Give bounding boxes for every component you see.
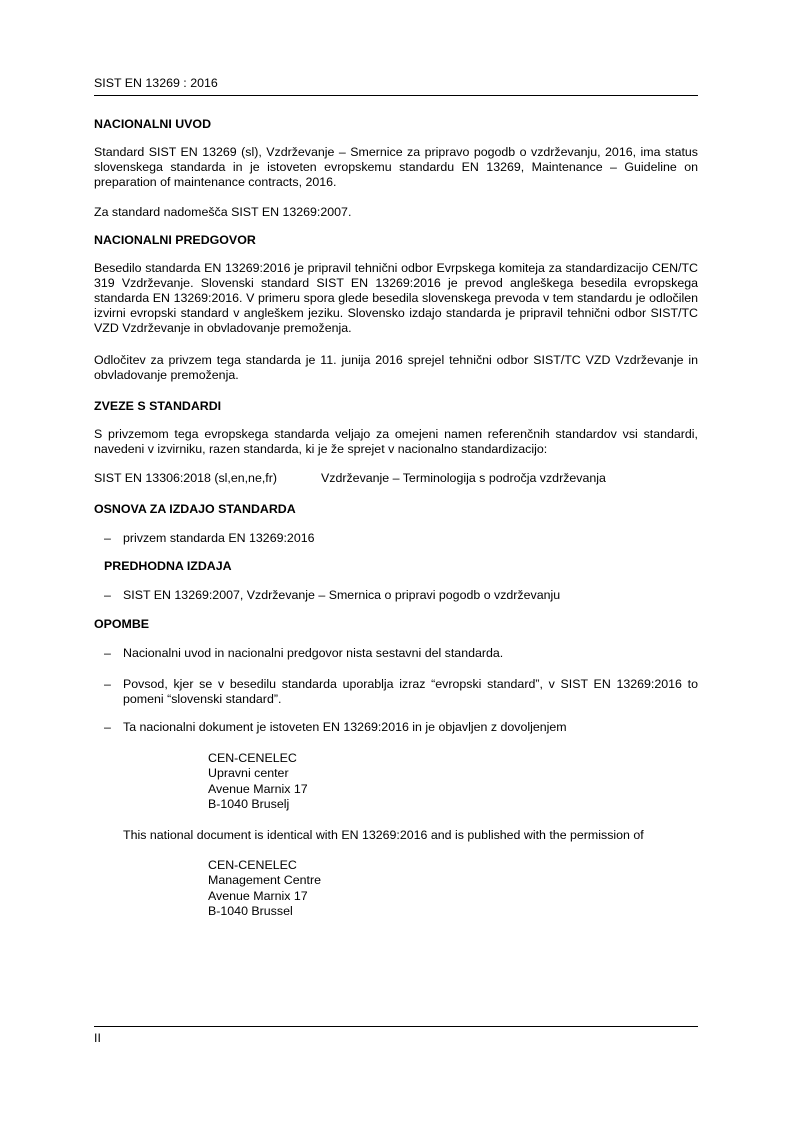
heading-zveze-s-standardi: ZVEZE S STANDARDI: [94, 399, 222, 413]
heading-nacionalni-uvod: NACIONALNI UVOD: [94, 117, 212, 131]
heading-opombe: OPOMBE: [94, 617, 150, 631]
page-header: [94, 76, 698, 96]
heading-osnova: OSNOVA ZA IZDAJO STANDARDA: [94, 502, 296, 516]
osnova-item: privzem standarda EN 13269:2016: [123, 531, 315, 545]
list-dash: –: [104, 646, 111, 660]
address-line: Avenue Marnix 17: [208, 888, 308, 903]
page-number: II: [94, 1031, 101, 1045]
predgovor-paragraph-1: Besedilo standarda EN 13269:2016 je pripravil tehnični odbor Evrpskega komiteja za standardizacijo CEN/TC 319 Vzdrževanje. Slovenski standard SIST EN 13269:2016 je prevod angleškega besedila evropskega standarda EN 13269:2016. V primeru spora glede besedila slovenskega prevoda v tem standardu je odločilen izvirni evropski standard v angleškem jeziku. Slovensko izdajo standarda je pripravil tehnični odbor SIST/TC VZD Vzdrževanje in obvladovanje premoženja.: [94, 261, 698, 335]
predhodna-item: SIST EN 13269:2007, Vzdrževanje – Smernica o pripravi pogodb o vzdrževanju: [123, 588, 561, 602]
list-dash: –: [104, 720, 111, 734]
uvod-paragraph-2: Za standard nadomešča SIST EN 13269:2007.: [94, 205, 352, 219]
opombe-item-1: Nacionalni uvod in nacionalni predgovor nista sestavni del standarda.: [123, 646, 504, 660]
address-line: B-1040 Brussel: [208, 904, 293, 919]
english-note: This national document is identical with EN 13269:2016 and is published with the permission of: [123, 828, 644, 842]
address-line: Upravni center: [208, 766, 289, 781]
address-slovenian: [208, 751, 308, 813]
address-line: CEN-CENELEC: [208, 858, 297, 872]
header-title: SIST EN 13269 : 2016: [94, 76, 218, 90]
opombe-item-2: Povsod, kjer se v besedilu standarda uporablja izraz “evropski standard”, v SIST EN 13269:2016 to pomeni “slovenski standard”.: [123, 677, 698, 706]
uvod-paragraph-1: Standard SIST EN 13269 (sl), Vzdrževanje – Smernice za pripravo pogodb o vzdrževanju, 2016, ima status slovenskega standarda in je istoveten evropskemu standardu EN 13269, Maintenance – Guideline on preparation of maintenance contracts, 2016.: [94, 145, 698, 189]
address-line: Avenue Marnix 17: [208, 781, 308, 796]
address-line: B-1040 Bruselj: [208, 797, 290, 812]
heading-nacionalni-predgovor: NACIONALNI PREDGOVOR: [94, 233, 256, 247]
opombe-item-3: Ta nacionalni dokument je istoveten EN 13269:2016 in je objavljen z dovoljenjem: [123, 720, 567, 734]
page-footer: [94, 1026, 698, 1045]
address-line: Management Centre: [208, 873, 321, 888]
address-english: [208, 858, 321, 920]
list-dash: –: [104, 677, 111, 691]
reference-title: Vzdrževanje – Terminologija s področja vzdrževanja: [321, 471, 606, 485]
reference-code: SIST EN 13306:2018 (sl,en,ne,fr): [94, 471, 277, 485]
address-line: CEN-CENELEC: [208, 751, 297, 765]
zveze-paragraph: S privzemom tega evropskega standarda veljajo za omejeni namen referenčnih standardov vsi standardi, navedeni v izvirniku, razen standarda, ki je že sprejet v nacionalno standardizacijo:: [94, 427, 698, 456]
heading-predhodna-izdaja: PREDHODNA IZDAJA: [104, 559, 232, 573]
predgovor-paragraph-2: Odločitev za privzem tega standarda je 11. junija 2016 sprejel tehnični odbor SIST/TC VZD Vzdrževanje in obvladovanje premoženja.: [94, 353, 698, 382]
list-dash: –: [104, 588, 111, 602]
list-dash: –: [104, 531, 111, 545]
